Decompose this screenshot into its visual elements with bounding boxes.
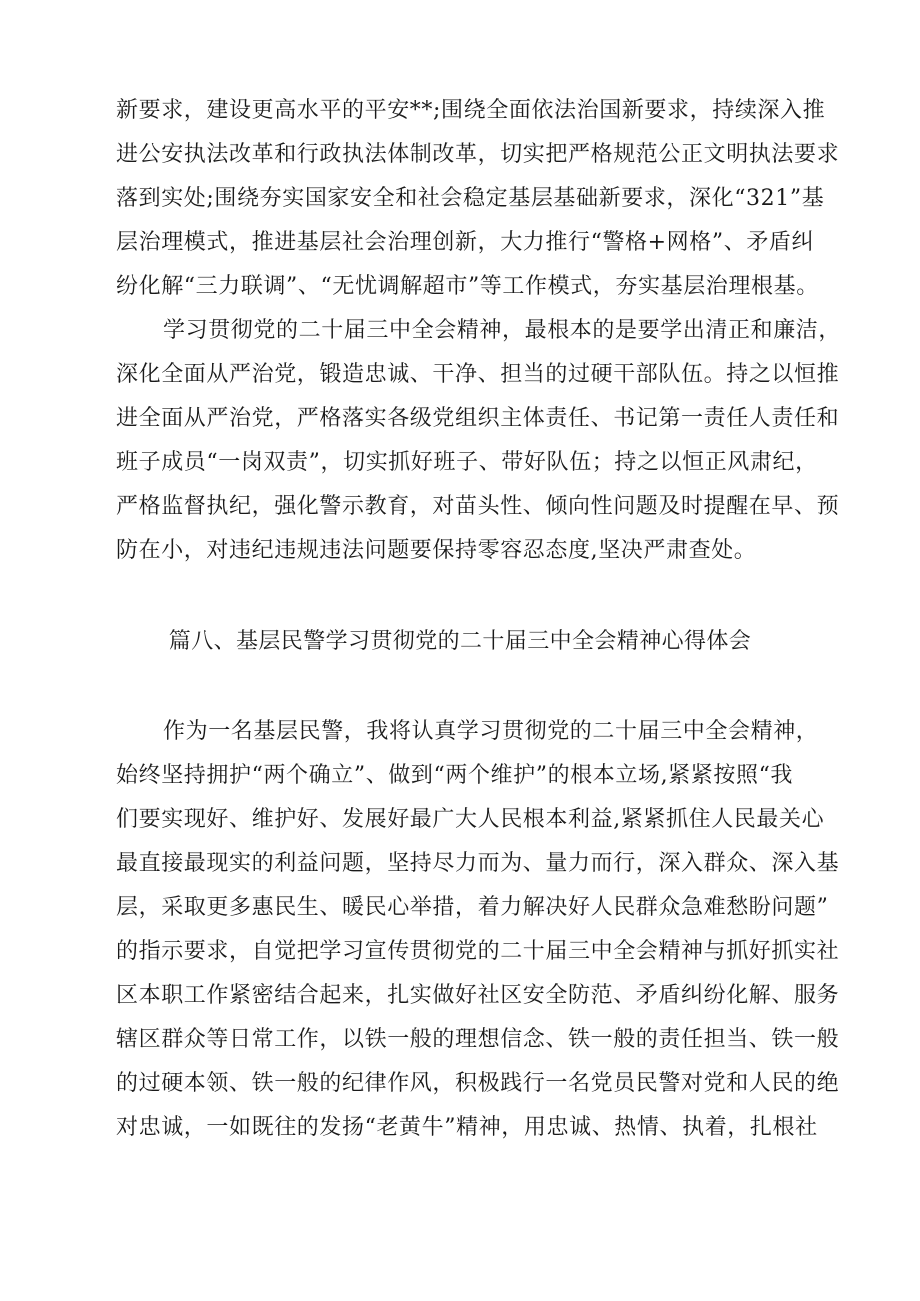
text-line: 防在小，对违纪违规违法问题要保持零容忍态度,坚决严肃查处。 — [116, 538, 757, 563]
text-line: 严格监督执纪，强化警示教育，对苗头性、倾向性问题及时提醒在早、预 — [116, 494, 840, 519]
text-line: 学习贯彻党的二十届三中全会精神，最根本的是要学出清正和廉洁， — [163, 318, 842, 343]
text-line: 作为一名基层民警，我将认真学习贯彻党的二十届三中全会精神， — [163, 719, 819, 744]
text-line: 对忠诚，一如既往的发扬“老黄牛”精神，用忠诚、热情、执着，扎根社 — [116, 1115, 818, 1140]
text-line: 纷化解“三力联调”、“无忧调解超市”等工作模式，夯实基层治理根基。 — [116, 274, 819, 299]
text-line: 班子成员“一岗双责”，切实抓好班子、带好队伍；持之以恒正风肃纪， — [116, 450, 818, 475]
text-line: 进全面从严治党，严格落实各级党组织主体责任、书记第一责任人责任和 — [116, 406, 840, 431]
text-line: 区本职工作紧密结合起来，扎实做好社区安全防范、矛盾纠纷化解、服务 — [116, 983, 840, 1008]
text-line: 的指示要求，自觉把学习宣传贯彻党的二十届三中全会精神与抓好抓实社 — [116, 939, 840, 964]
text-line: 深化全面从严治党，锻造忠诚、干净、担当的过硬干部队伍。持之以恒推 — [116, 362, 840, 387]
text-line: 层治理模式，推进基层社会治理创新，大力推行“警格+网格”、矛盾纠 — [116, 230, 815, 255]
text-line: 新要求，建设更高水平的平安**;围绕全面依法治国新要求，持续深入推 — [116, 98, 826, 123]
text-line: 始终坚持拥护“两个确立”、做到“两个维护”的根本立场,紧紧按照“我 — [116, 763, 794, 788]
text-line: 落到实处;围绕夯实国家安全和社会稳定基层基础新要求，深化“321”基 — [116, 186, 825, 211]
text-line: 辖区群众等日常工作，以铁一般的理想信念、铁一般的责任担当、铁一般 — [116, 1027, 840, 1052]
text-line: 的过硬本领、铁一般的纪律作风，积极践行一名党员民警对党和人民的绝 — [116, 1071, 840, 1096]
text-line: 最直接最现实的利益问题，坚持尽力而为、量力而行，深入群众、深入基 — [116, 851, 840, 876]
section-heading: 篇八、基层民警学习贯彻党的二十届三中全会精神心得体会 — [168, 629, 752, 654]
text-line: 进公安执法改革和行政执法体制改革，切实把严格规范公正文明执法要求 — [116, 142, 840, 167]
text-line: 们要实现好、维护好、发展好最广大人民根本利益,紧紧抓住人民最关心 — [116, 807, 825, 832]
text-line: 层，采取更多惠民生、暖民心举措，着力解决好人民群众急难愁盼问题” — [116, 895, 829, 920]
